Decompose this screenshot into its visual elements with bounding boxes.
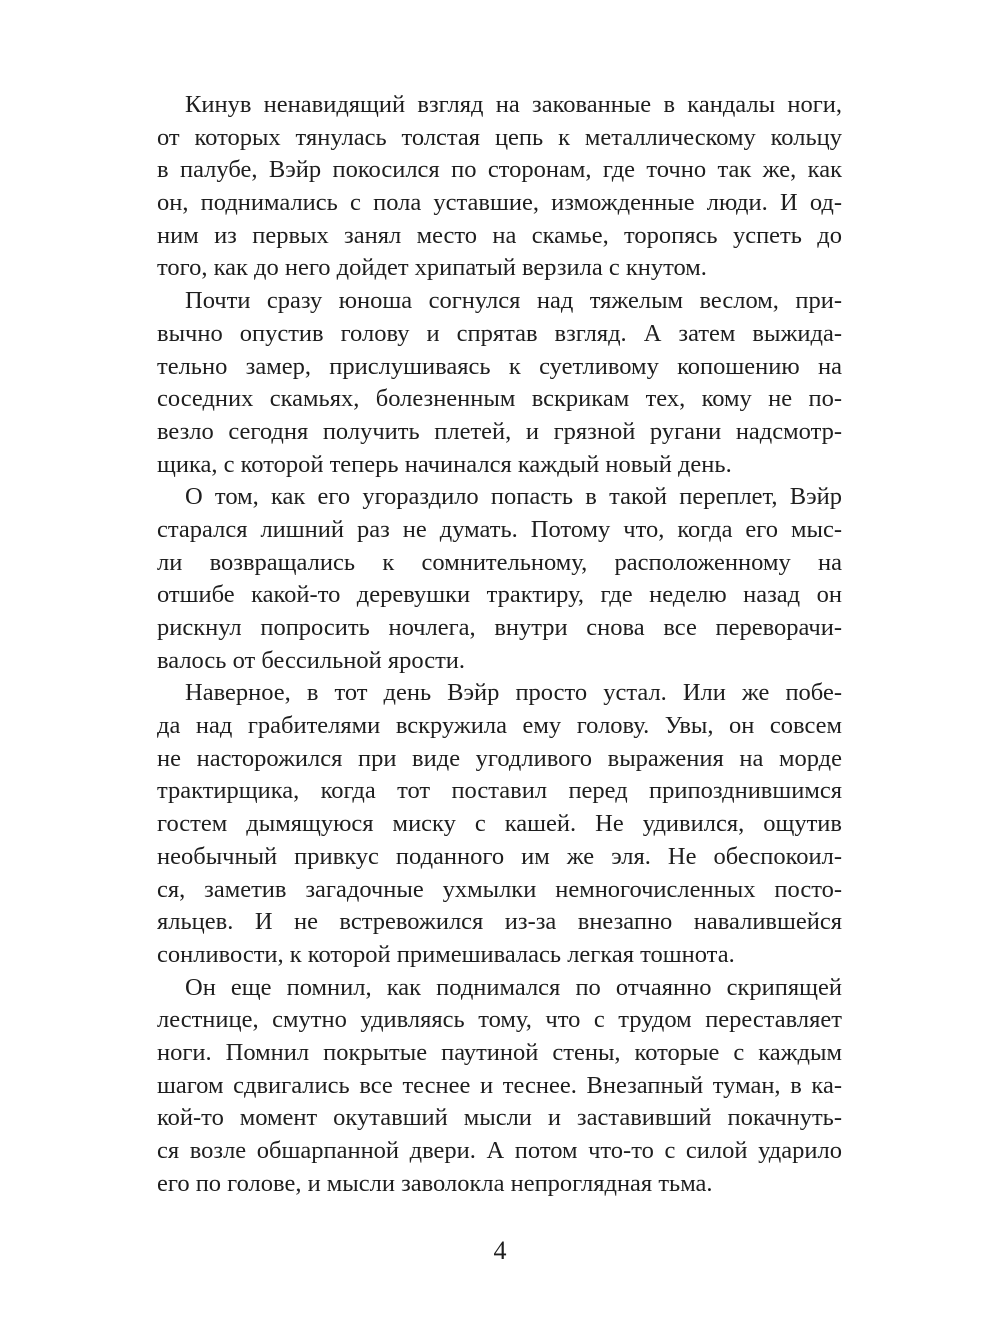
paragraph-5	[157, 972, 842, 1201]
paragraph-2	[157, 285, 842, 481]
text-line: ся, заметив загадочные ухмылки немногочисленных посто-	[157, 875, 842, 903]
text-line: старался лишний раз не думать. Потому что, когда его мыс-	[157, 515, 842, 543]
text-line: сонливости, к которой примешивалась легкая тошнота.	[157, 940, 735, 968]
text-line: Кинув ненавидящий взгляд на закованные в кандалы ноги,	[185, 91, 842, 118]
body-text	[157, 89, 842, 1200]
text-line: трактирщика, когда тот поставил перед припозднившимся	[157, 777, 842, 805]
paragraph-1	[157, 89, 842, 285]
text-line: Почти сразу юноша согнулся над тяжелым веслом, при-	[185, 287, 842, 315]
text-line: везло сегодня получить плетей, и грязной ругани надсмотр-	[157, 417, 842, 445]
text-line: шагом сдвигались все теснее и теснее. Внезапный туман, в ка-	[157, 1071, 842, 1099]
text-line: необычный привкус поданного им же эля. Не обеспокоил-	[157, 842, 842, 870]
text-line: да над грабителями вскружила ему голову. Увы, он совсем	[157, 712, 842, 740]
text-line: ся возле обшарпанной двери. А потом что-то с силой ударило	[157, 1137, 842, 1164]
text-line: рискнул попросить ночлега, внутри снова все переворачи-	[157, 614, 842, 641]
paragraph-4	[157, 677, 842, 971]
text-line: ноги. Помнил покрытые паутиной стены, которые с каждым	[157, 1038, 842, 1066]
text-line: соседних скамьях, болезненным вскрикам тех, кому не по-	[157, 385, 842, 413]
text-line: щика, с которой теперь начинался каждый новый день.	[157, 450, 732, 478]
text-line: ним из первых занял место на скамье, торопясь успеть до	[157, 221, 842, 249]
text-line: того, как до него дойдет хрипатый верзила с кнутом.	[157, 254, 707, 282]
text-line: Наверное, в тот день Вэйр просто устал. Или же побе-	[185, 679, 842, 707]
text-line: вычно опустив голову и спрятав взгляд. А затем выжида-	[157, 319, 842, 347]
text-line: в палубе, Вэйр покосился по сторонам, где точно так же, как	[157, 156, 842, 184]
text-line: не насторожился при виде угодливого выражения на морде	[157, 744, 842, 772]
text-line: О том, как его угораздило попасть в такой переплет, Вэйр	[185, 483, 842, 511]
text-line: валось от бессильной ярости.	[157, 646, 466, 674]
text-line: лестнице, смутно удивляясь тому, что с трудом переставляет	[157, 1006, 842, 1034]
text-line: тельно замер, прислушиваясь к суетливому копошению на	[157, 352, 842, 380]
text-line: ли возвращались к сомнительному, расположенному на	[157, 548, 842, 576]
text-line: яльцев. И не встревожился из-за внезапно навалившейся	[157, 908, 842, 936]
text-line: отшибе какой-то деревушки трактиру, где неделю назад он	[157, 581, 842, 609]
text-line: гостем дымящуюся миску с кашей. Не удивился, ощутив	[157, 810, 842, 838]
paragraph-3	[157, 481, 842, 677]
text-line: Он еще помнил, как поднимался по отчаянно скрипящей	[185, 973, 842, 1001]
text-line: кой-то момент окутавший мысли и заставивший покачнуть-	[157, 1104, 842, 1132]
text-line: его по голове, и мысли заволокла непроглядная тьма.	[157, 1169, 713, 1197]
page-number: 4	[493, 1236, 507, 1265]
text-line: он, поднимались с пола уставшие, изможденные люди. И од-	[157, 189, 842, 217]
text-line: от которых тянулась толстая цепь к металлическому кольцу	[157, 123, 842, 151]
